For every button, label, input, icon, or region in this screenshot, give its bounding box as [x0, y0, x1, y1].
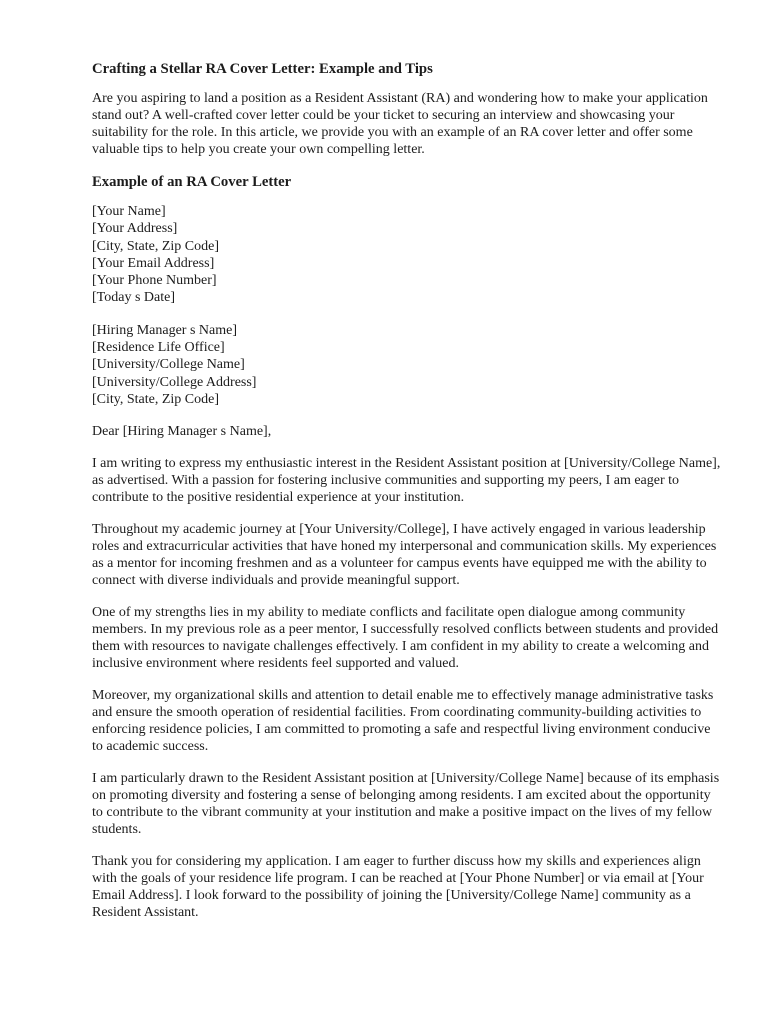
- body-paragraph-academic-journey: Throughout my academic journey at [Your University/College], I have actively engaged in various leadership roles and extracurricular activities that have honed my interpersonal and communication skills. My experiences as a mentor for incoming freshmen and as a volunteer for campus events have equipped me with the ability to connect with diverse individuals and provide meaningful support.: [92, 522, 717, 589]
- recipient-city-state-zip-line: [City, State, Zip Code]: [92, 391, 220, 407]
- body-paragraph-organizational-skills: Moreover, my organizational skills and attention to detail enable me to effectively manage administrative tasks and ensure the smooth operation of residential facilities. From coordinating community-building activities to enforcing residence policies, I am committed to promoting a safe and respectful living environment conducive to academic success.: [92, 688, 714, 755]
- sender-date-line: [Today s Date]: [92, 290, 175, 306]
- sender-email-line: [Your Email Address]: [92, 255, 215, 271]
- body-paragraph-strengths: One of my strengths lies in my ability to mediate conflicts and facilitate open dialogue among community members. In my previous role as a peer mentor, I successfully resolved conflicts between students and provided them with resources to navigate challenges effectively. I am confident in my ability to create a welcoming and inclusive environment where residents feel supported and valued.: [92, 605, 719, 672]
- body-paragraph-interest: I am writing to express my enthusiastic interest in the Resident Assistant position at [University/College Name], as advertised. With a passion for fostering inclusive communities and supporting my peers, I am eager to contribute to the positive residential experience at your institution.: [92, 456, 721, 506]
- recipient-office-line: [Residence Life Office]: [92, 340, 225, 356]
- recipient-address-block: [92, 322, 724, 408]
- intro-paragraph: Are you aspiring to land a position as a Resident Assistant (RA) and wondering how to make your application stand out? A well-crafted cover letter could be your ticket to securing an interview and showcasing your suitability for the role. In this article, we provide you with an example of an RA cover letter and offer some valuable tips to help you create your own compelling letter.: [92, 91, 708, 157]
- body-paragraph-thank-you: Thank you for considering my application. I am eager to further discuss how my skills and experiences align with the goals of your residence life program. I can be reached at [Your Phone Number] or via email at [Your Email Address]. I look forward to the possibility of joining the [University/College Name] community as a Resident Assistant.: [92, 854, 704, 921]
- sender-address-line: [Your Address]: [92, 221, 178, 237]
- document-content: [92, 60, 724, 936]
- recipient-university-name-line: [University/College Name]: [92, 357, 245, 373]
- sender-phone-line: [Your Phone Number]: [92, 273, 217, 289]
- sender-city-state-zip-line: [City, State, Zip Code]: [92, 238, 220, 254]
- body-paragraph-drawn-to-position: I am particularly drawn to the Resident Assistant position at [University/College Name] because of its emphasis on promoting diversity and fostering a sense of belonging among residents. I am excited about the opportunity to contribute to the vibrant community at your institution and make a positive impact on the lives of my fellow students.: [92, 771, 720, 838]
- sender-name-line: [Your Name]: [92, 204, 166, 219]
- recipient-university-address-line: [University/College Address]: [92, 374, 257, 390]
- article-title: Crafting a Stellar RA Cover Letter: Example and Tips: [92, 61, 433, 77]
- example-section-heading: Example of an RA Cover Letter: [92, 174, 292, 190]
- recipient-name-line: [Hiring Manager s Name]: [92, 322, 238, 338]
- salutation-line: Dear [Hiring Manager s Name],: [92, 424, 272, 440]
- sender-address-block: [92, 203, 724, 307]
